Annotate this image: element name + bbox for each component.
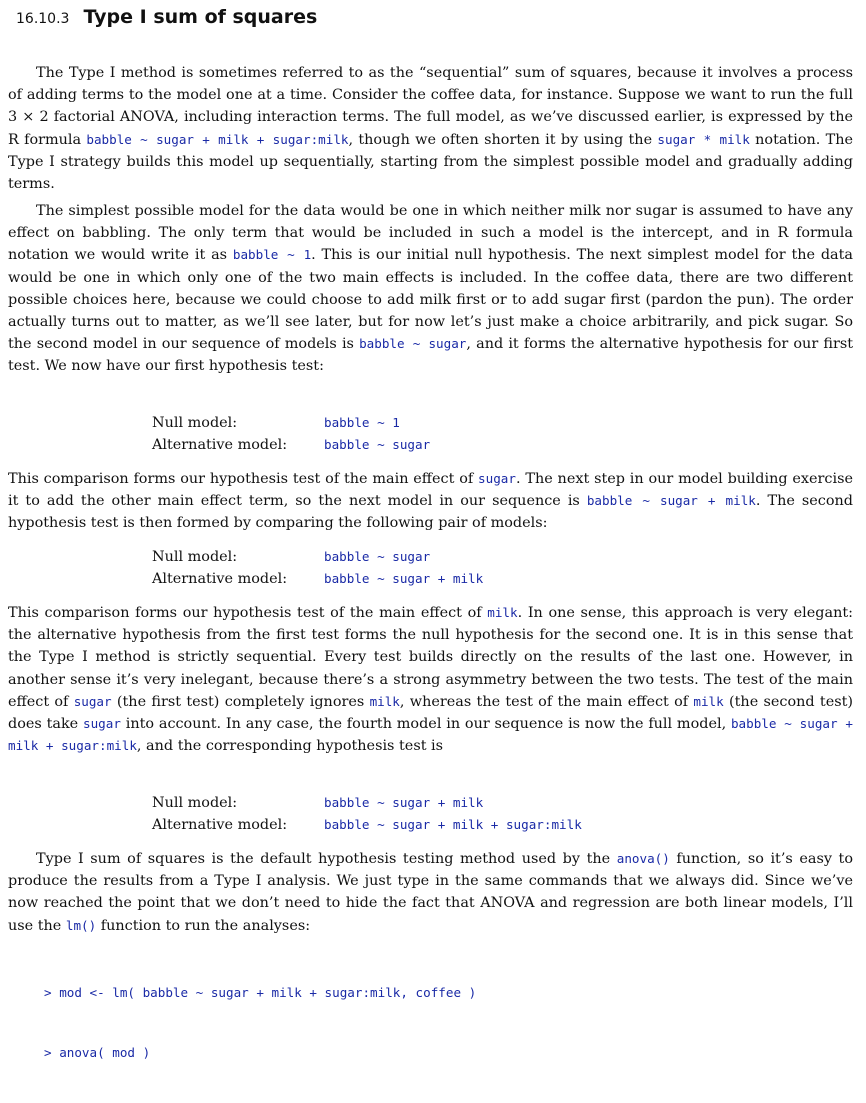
r-code-block: [44, 943, 476, 1103]
section-heading: [16, 6, 317, 28]
alt-model-formula: babble ~ sugar: [324, 437, 431, 452]
section-number: 16.10.3: [16, 11, 70, 27]
inline-code: babble ~ sugar: [359, 336, 467, 352]
inline-code: anova(): [616, 851, 670, 866]
inline-code: sugar: [478, 471, 516, 486]
inline-code: milk: [693, 693, 724, 709]
paragraph-milk-effect: This comparison forms our hypothesis test of the main effect of milk. In one sense, this approach is very elegant: the alternative hypothesis from the first test forms the null hypothesis for the second one. It is in this sense that the Type I method is strictly sequential. Every test builds directly on the results of the last one. However, in another sense it’s very inelegant, because there’s a strong asymmetry between the two tests. The test of the main effect of sugar (the first test) completely ignores milk, whereas the test of the main effect of milk (the second test) does take sugar into account. In any case, the fourth model in our sequence is now the full model, babble ~ sugar + milk + sugar:milk, and the corresponding hypothesis test is: [8, 605, 853, 755]
inline-code: milk: [487, 605, 518, 620]
inline-code: sugar * milk: [657, 131, 750, 147]
inline-code: babble ~ sugar + milk + sugar:milk: [86, 131, 349, 147]
paragraph-intro: The Type I method is sometimes referred to as the “sequential” sum of squares, because it involves a process of adding terms to the model one at a time. Consider the coffee data, for instance. Suppose we want to run the full 3 × 2 factorial ANOVA, including interaction terms. The full model, as we’ve discussed earlier, is expressed by the R formula babble ~ sugar + milk + sugar:milk, though we often shorten it by using the sugar * milk notation. The Type I strategy builds this model up sequentially, starting from the simplest possible model and gradually adding terms.: [8, 65, 854, 193]
inline-code: milk: [369, 693, 400, 709]
paragraph-type-i-default: Type I sum of squares is the default hypothesis testing method used by the anova() function, so it’s easy to produce the results from a Type I analysis. We just type in the same commands that we always did. Since we’ve now reached the point that we don’t need to hide the fact that ANOVA and regression are both linear models, I’ll use the lm() function to run the analyses:: [8, 851, 854, 934]
null-model-formula: babble ~ sugar: [324, 549, 431, 564]
code-line: > anova( mod ): [44, 1045, 151, 1060]
inline-code: sugar: [83, 716, 121, 732]
paragraph-simplest-model: The simplest possible model for the data would be one in which neither milk nor sugar is assumed to have any effect on babbling. The only term that would be included in such a model is the intercept, and in R formula notation we would write it as babble ~ 1. This is our initial null hypothesis. The next simplest model for the data would be one in which only one of the two main effects is included. In the coffee data, there are two different possible choices here, because we could choose to add milk first or to add sugar first (pardon the pun). The order actually turns out to matter, as we’ll see later, but for now let’s just make a choice arbitrarily, and pick sugar. So the second model in our sequence of models is babble ~ sugar, and it forms the alternative hypothesis for our first test. We now have our first hypothesis test:: [8, 203, 853, 375]
null-model-formula: babble ~ sugar + milk: [324, 795, 484, 810]
alt-model-formula: babble ~ sugar + milk + sugar:milk: [324, 817, 582, 832]
null-model-formula: babble ~ 1: [324, 415, 400, 430]
null-model-label: Null model:: [152, 549, 238, 565]
null-model-label: Null model:: [152, 795, 238, 811]
inline-code: babble ~ sugar + milk: [586, 493, 756, 509]
console-prompt: >: [44, 1045, 52, 1060]
alt-model-label: Alternative model:: [152, 571, 288, 587]
inline-code: babble ~ sugar + milk + sugar:milk: [8, 716, 853, 754]
section-title: Type I sum of squares: [83, 6, 318, 28]
model-comparison-3: [152, 792, 582, 836]
alt-model-label: Alternative model:: [152, 817, 288, 833]
console-prompt: >: [44, 985, 52, 1000]
model-comparison-2: [152, 546, 483, 590]
model-comparison-1: [152, 412, 430, 456]
null-model-label: Null model:: [152, 415, 238, 431]
inline-code: sugar: [73, 693, 112, 709]
alt-model-formula: babble ~ sugar + milk: [324, 571, 484, 586]
inline-code: babble ~ 1: [232, 247, 312, 263]
code-line: > mod <- lm( babble ~ sugar + milk + sugar:milk, coffee ): [44, 985, 477, 1000]
alt-model-label: Alternative model:: [152, 437, 288, 453]
paragraph-sugar-effect: This comparison forms our hypothesis test of the main effect of sugar. The next step in our model building exercise it to add the other main effect term, so the next model in our sequence is babble ~ sugar + milk. The second hypothesis test is then formed by comparing the following pair of models:: [8, 471, 853, 532]
inline-code: lm(): [65, 917, 97, 933]
